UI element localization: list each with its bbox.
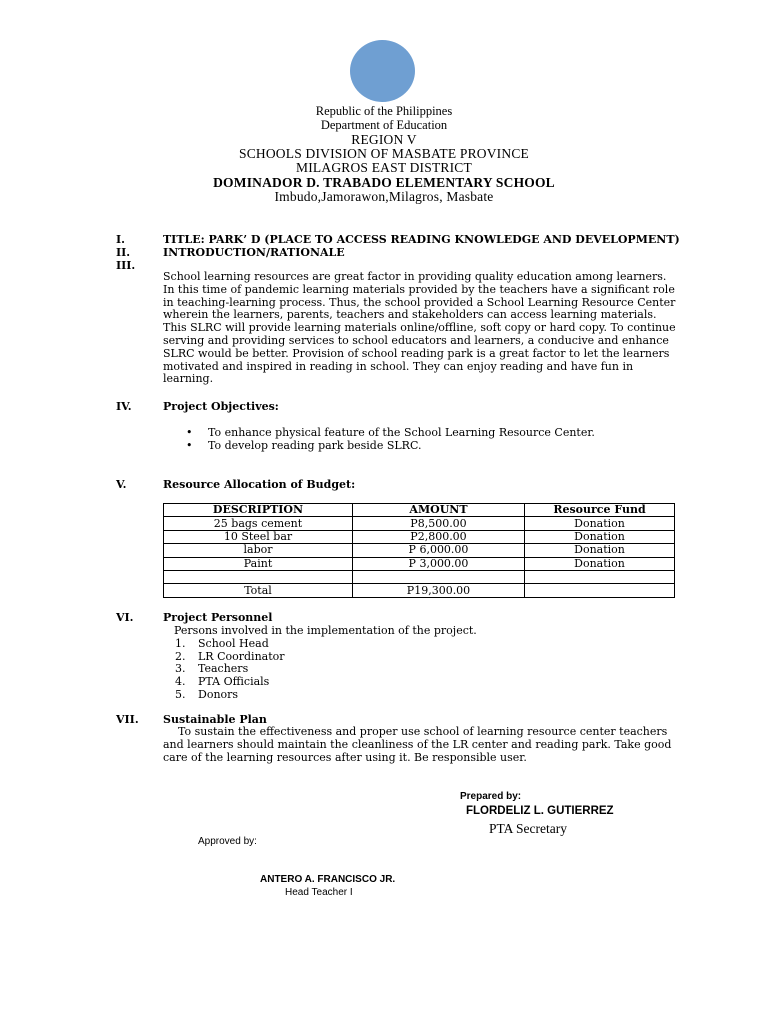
section-6-title: Project Personnel xyxy=(163,611,273,624)
rationale-paragraph: School learning resources are great factor in providing quality education among learners. In this time of pandemic learning materials provided by the teachers have a significant role in teaching-learning process. Thus, the school provided a School Learning Resource Center wherein the learners, parents, teachers and stakeholders can access learning materials. This SLRC will provide learning materials online/offline, soft copy or hard copy. To continue serving and providing services to school educators and learners, a conducive and enhance SLRC would be better. Provision of school reading park is a great factor to let the learners motivated and inspired in reading in school. They can enjoy reading and have fun in learning. xyxy=(163,270,676,386)
bullet-icon: • xyxy=(186,426,193,439)
table-row xyxy=(164,530,675,543)
table-cell: P 6,000.00 xyxy=(353,544,525,557)
table-cell: Paint xyxy=(164,557,353,570)
section-1-number: I. xyxy=(116,233,125,246)
sustainable-plan-paragraph: To sustain the effectiveness and proper use school of learning resource center teachers and learners should maintain the cleanliness of the LR center and reading park. Take good care of the learning resources after using it. Be responsible user. xyxy=(163,725,672,764)
list-number: 3. xyxy=(175,662,186,675)
list-item: Teachers xyxy=(198,662,249,675)
table-cell: Donation xyxy=(525,557,675,570)
list-item: School Head xyxy=(198,637,269,650)
list-number: 2. xyxy=(175,650,186,663)
table-cell: Donation xyxy=(525,544,675,557)
approved-by-name: ANTERO A. FRANCISCO JR. xyxy=(260,874,396,885)
table-row xyxy=(164,557,675,570)
header-republic: Republic of the Philippines xyxy=(315,104,453,118)
column-header: AMOUNT xyxy=(353,504,525,517)
section-4-number: IV. xyxy=(116,400,132,413)
table-cell xyxy=(525,570,675,583)
table-cell xyxy=(525,584,675,597)
header-division: SCHOOLS DIVISION OF MASBATE PROVINCE xyxy=(239,146,529,161)
table-cell: 25 bags cement xyxy=(164,517,353,530)
table-cell: Donation xyxy=(525,517,675,530)
approved-by-label: Approved by: xyxy=(198,836,257,847)
section-5-number: V. xyxy=(116,478,127,491)
bullet-icon: • xyxy=(186,439,193,452)
table-row-empty xyxy=(164,570,675,583)
objective-item: To develop reading park beside SLRC. xyxy=(208,439,422,452)
table-header-row xyxy=(164,504,675,517)
table-cell: P8,500.00 xyxy=(353,517,525,530)
list-item: LR Coordinator xyxy=(198,650,285,663)
list-number: 1. xyxy=(175,637,186,650)
table-cell: labor xyxy=(164,544,353,557)
section-3-number: III. xyxy=(116,259,136,272)
table-cell: 10 Steel bar xyxy=(164,530,353,543)
objective-item: To enhance physical feature of the School Learning Resource Center. xyxy=(208,426,595,439)
table-cell: P2,800.00 xyxy=(353,530,525,543)
list-number: 4. xyxy=(175,675,186,688)
section-6-number: VI. xyxy=(116,611,134,624)
table-cell: Total xyxy=(164,584,353,597)
section-4-title: Project Objectives: xyxy=(163,400,279,413)
section-5-title: Resource Allocation of Budget: xyxy=(163,478,356,491)
column-header: Resource Fund xyxy=(525,504,675,517)
table-cell: P 3,000.00 xyxy=(353,557,525,570)
section-7-number: VII. xyxy=(116,713,139,726)
header-district: MILAGROS EAST DISTRICT xyxy=(296,160,472,175)
table-row-total xyxy=(164,584,675,597)
list-item: PTA Officials xyxy=(198,675,270,688)
table-cell xyxy=(164,570,353,583)
header-school-name: DOMINADOR D. TRABADO ELEMENTARY SCHOOL xyxy=(213,175,555,190)
section-1-title: TITLE: PARK’ D (PLACE TO ACCESS READING KNOWLEDGE AND DEVELOPMENT) xyxy=(163,233,680,246)
header-region: REGION V xyxy=(351,132,417,147)
column-header: DESCRIPTION xyxy=(164,504,353,517)
section-7-title: Sustainable Plan xyxy=(163,713,267,726)
personnel-intro: Persons involved in the implementation of the project. xyxy=(174,624,477,637)
list-number: 5. xyxy=(175,688,186,701)
approved-by-title: Head Teacher I xyxy=(285,887,353,898)
table-row xyxy=(164,544,675,557)
table-cell: P19,300.00 xyxy=(353,584,525,597)
deped-seal xyxy=(350,40,415,102)
table-cell: Donation xyxy=(525,530,675,543)
header-address: Imbudo,Jamorawon,Milagros, Masbate xyxy=(274,189,494,204)
prepared-by-name: FLORDELIZ L. GUTIERREZ xyxy=(466,805,614,817)
prepared-by-label: Prepared by: xyxy=(460,791,522,802)
table-row xyxy=(164,517,675,530)
prepared-by-title: PTA Secretary xyxy=(489,821,568,836)
table-cell xyxy=(353,570,525,583)
header-department: Department of Education xyxy=(320,118,448,132)
section-2-title: INTRODUCTION/RATIONALE xyxy=(163,246,345,259)
section-2-number: II. xyxy=(116,246,131,259)
budget-table xyxy=(163,503,675,598)
list-item: Donors xyxy=(198,688,239,701)
